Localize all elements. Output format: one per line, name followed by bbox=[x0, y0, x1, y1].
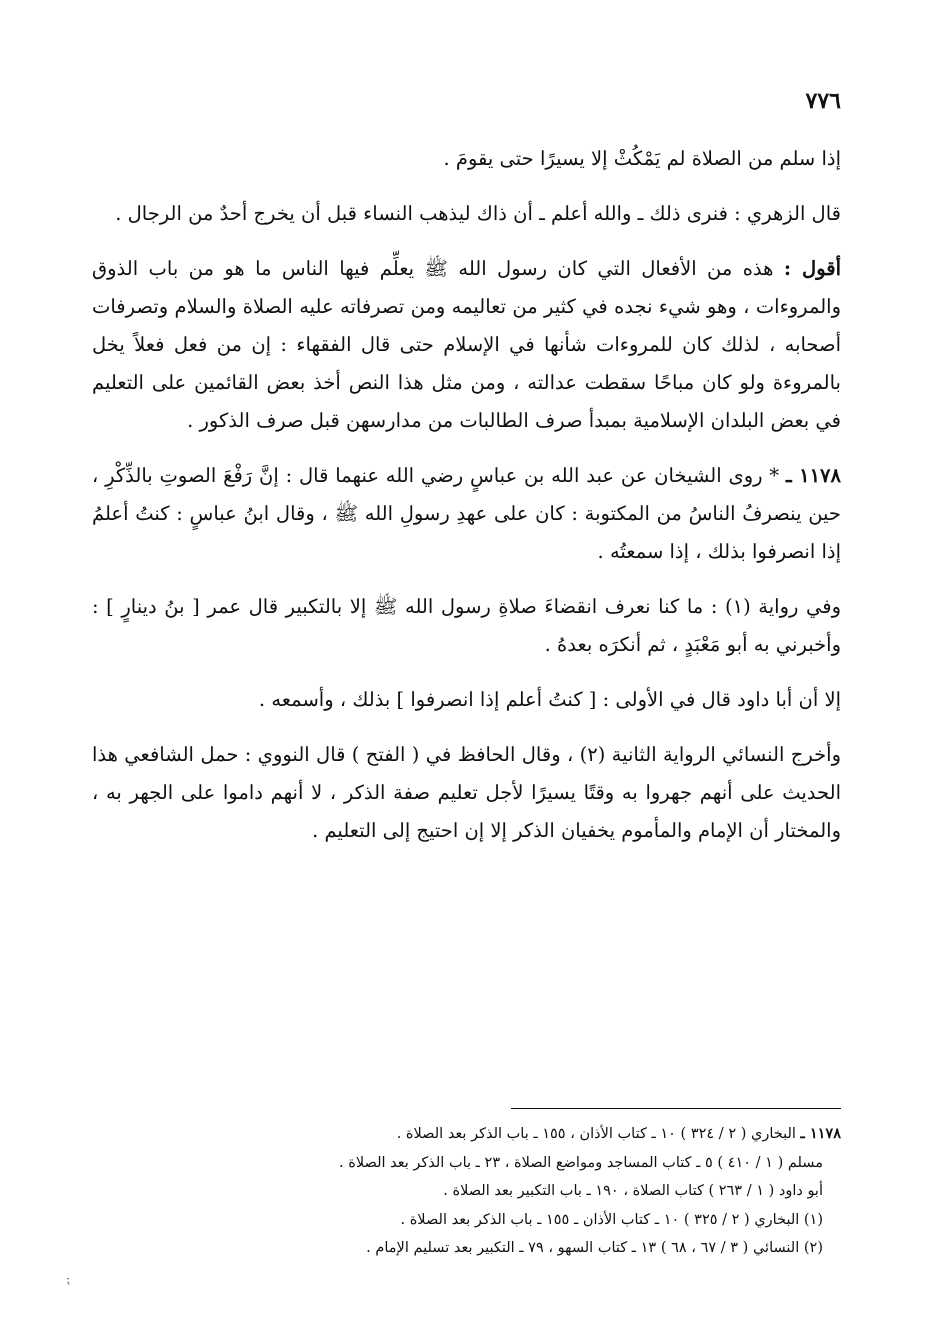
hadith-paragraph bbox=[92, 457, 841, 571]
paragraph-text: قال الزهري : فنرى ذلك ـ والله أعلم ـ أن ذاك ليذهب النساء قبل أن يخرج أحدٌ من الرجال . bbox=[115, 202, 841, 225]
paragraph-text: وأخرج النسائي الرواية الثانية (٢) ، وقال الحافظ في ( الفتح ) قال النووي : حمل الشافعي هذا الحديث على أنهم جهروا به وقتًا يسيرًا لأجل تعليم صفة الذكر ، لا أنهم داموا على الجهر به ، والمختار أن الإمام والمأموم يخفيان الذكر إلا إن احتيج إلى التعليم . bbox=[92, 743, 841, 842]
paragraph bbox=[92, 681, 841, 719]
hadith-number: ١١٧٨ ـ bbox=[785, 464, 841, 487]
paragraph-text: وفي رواية (١) : ما كنا نعرف انقضاءَ صلاةِ رسول الله ﷺ إلا بالتكبير قال عمر [ بنُ دينارٍ ] : وأخبرني به أبو مَعْبَدٍ ، ثم أنكرَه بعدهُ . bbox=[92, 595, 841, 656]
paragraph bbox=[92, 250, 841, 440]
footnote-text: (٢) النسائي ( ٣ / ٦٧ ، ٦٨ ) ١٣ ـ كتاب السهو ، ٧٩ ـ التكبير بعد تسليم الإمام . bbox=[366, 1240, 823, 1256]
footnotes bbox=[92, 1120, 841, 1263]
footnote-divider bbox=[511, 1108, 841, 1109]
paragraph-text: هذه من الأفعال التي كان رسول الله ﷺ يعلِّم فيها الناس ما هو من باب الذوق والمروءات ، وهو شيء نجده في كثير من تعاليمه ومن تصرفاته عليه الصلاة والسلام وتصرفات أصحابه ، لذلك كان للمروءات شأنها في الإسلام حتى قال الفقهاء : إن من فعل فعلاً يخل بالمروءة ولو كان مباحًا سقطت عدالته ، ومن مثل هذا النص أخذ بعض القائمين على التعليم في بعض البلدان الإسلامية بمبدأ صرف الطالبات من مدارسهن قبل صرف الذكور . bbox=[92, 257, 841, 432]
paragraph-text: إذا سلم من الصلاة لم يَمْكُثْ إلا يسيرًا حتى يقومَ . bbox=[443, 147, 841, 170]
paragraph-text: * روى الشيخان عن عبد الله بن عباسٍ رضي الله عنهما قال : إنَّ رَفْعَ الصوتِ بالذِّكْرِ ، حين ينصرفُ الناسُ من المكتوبة : كان على عهدِ رسولِ الله ﷺ ، وقال ابنُ عباسٍ : كنتُ أعلمُ إذا انصرفوا بذلك ، إذا سمعتُه . bbox=[92, 464, 841, 563]
main-text bbox=[92, 140, 841, 867]
footnote-line bbox=[92, 1206, 841, 1235]
paragraph bbox=[92, 140, 841, 178]
footnote-lead: ١١٧٨ ـ bbox=[800, 1125, 841, 1142]
footnote-line bbox=[92, 1120, 841, 1149]
footnote-text: البخاري ( ٢ / ٣٢٤ ) ١٠ ـ كتاب الأذان ، ١٥٥ ـ باب الذكر بعد الصلاة . bbox=[396, 1126, 801, 1142]
paragraph-text: إلا أن أبا داود قال في الأولى : [ كنتُ أعلم إذا انصرفوا ] بذلك ، وأسمعه . bbox=[258, 688, 841, 711]
footnote-text: مسلم ( ١ / ٤١٠ ) ٥ ـ كتاب المساجد ومواضع الصلاة ، ٢٣ ـ باب الذكر بعد الصلاة . bbox=[339, 1154, 823, 1171]
paragraph-lead: أقول : bbox=[783, 257, 842, 280]
page-number: ٧٧٦ bbox=[805, 88, 841, 114]
footnote-line bbox=[92, 1234, 841, 1263]
paragraph bbox=[92, 588, 841, 664]
paragraph bbox=[92, 195, 841, 233]
footnote-line bbox=[92, 1177, 841, 1206]
footnote-text: أبو داود ( ١ / ٢٦٣ ) كتاب الصلاة ، ١٩٠ ـ باب التكبير بعد الصلاة . bbox=[443, 1183, 823, 1199]
footnote-line bbox=[92, 1149, 841, 1178]
margin-mark: ⁏ bbox=[66, 1272, 71, 1286]
footnote-text: (١) البخاري ( ٢ / ٣٢٥ ) ١٠ ـ كتاب الأذان ـ ١٥٥ ـ باب الذكر بعد الصلاة . bbox=[400, 1211, 823, 1228]
paragraph bbox=[92, 736, 841, 850]
